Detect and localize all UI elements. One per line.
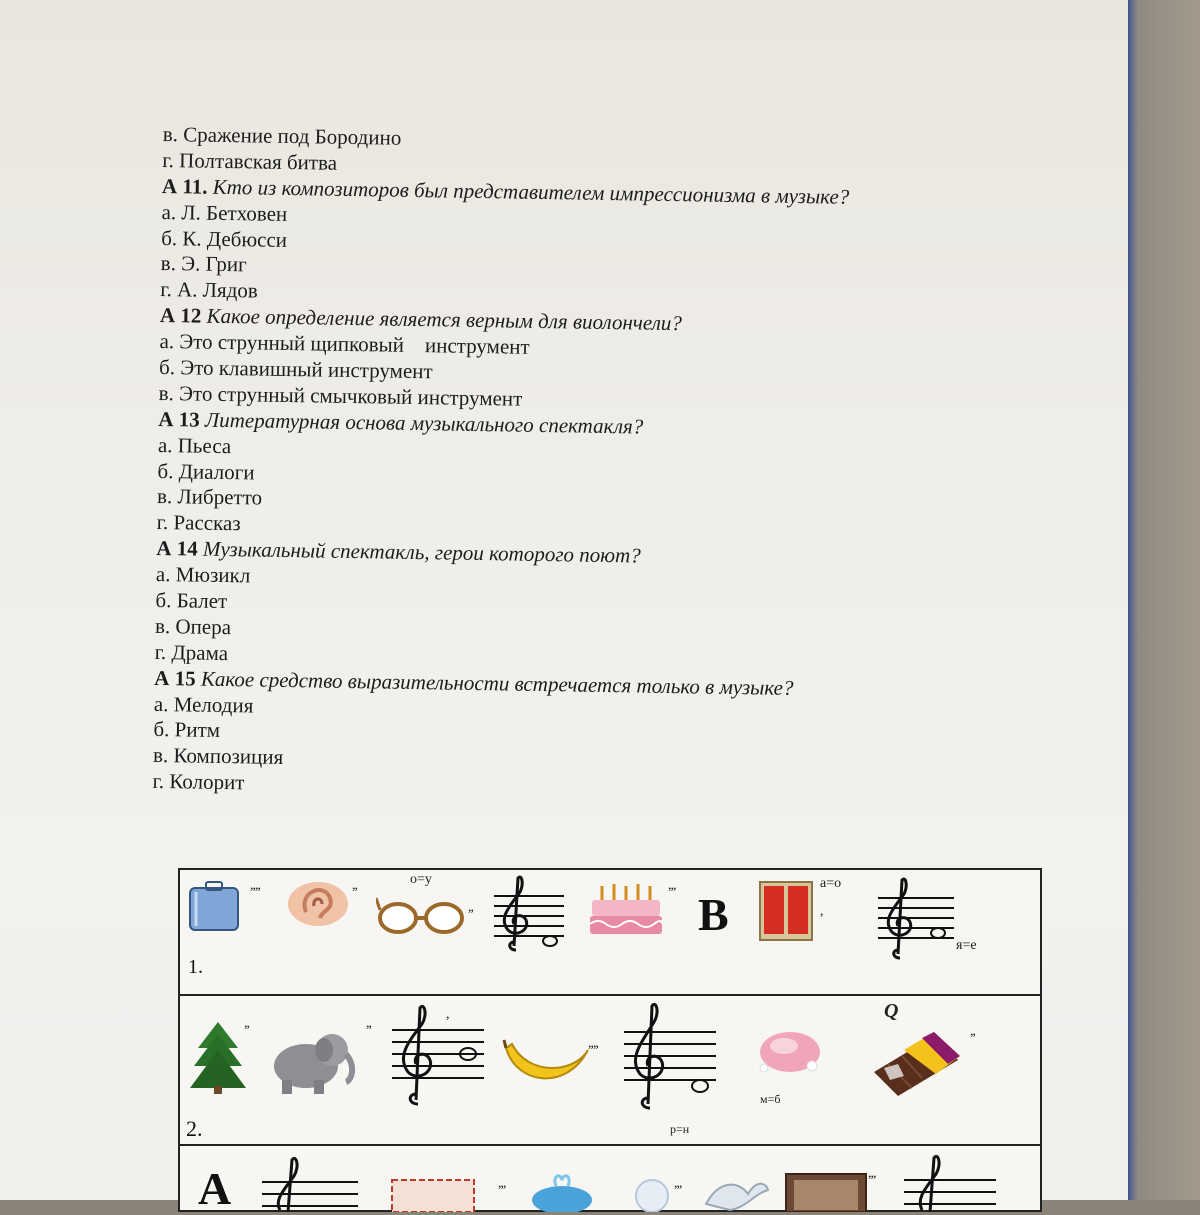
option-letter: в. (156, 484, 178, 509)
option-letter: а. (159, 329, 180, 354)
option-text: Композиция (173, 743, 284, 770)
bird-icon (700, 1168, 772, 1212)
ear-icon (284, 878, 350, 930)
row-number: 1. (188, 956, 203, 978)
question-text: Какое средство выразительности встречается только в музыке? (195, 666, 794, 700)
option-letter: а. (153, 691, 174, 716)
soap-icon (756, 1026, 824, 1078)
elephant-icon (266, 1026, 362, 1098)
fir-tree-icon (188, 1020, 248, 1096)
option-text: Диалоги (178, 458, 255, 485)
marks: ,,, (868, 1166, 876, 1181)
treble-clef-staff-icon (258, 1152, 362, 1212)
snowball-icon (632, 1172, 672, 1212)
option-text: Драма (171, 640, 229, 665)
picture-icon (784, 1170, 868, 1212)
option-letter: б. (160, 225, 183, 250)
glasses-icon (376, 892, 468, 940)
option-text: Колорит (169, 769, 245, 795)
marks: , (820, 904, 823, 919)
option-letter: б. (155, 587, 177, 613)
question-text: Литературная основа музыкального спектакля? (199, 407, 644, 439)
cabinet-rule: а=о (820, 876, 842, 891)
rebus-table (178, 868, 1042, 1212)
question-number: А 14 (156, 536, 198, 561)
option-letter: г. (160, 277, 178, 302)
marks: ,,,, (250, 878, 260, 893)
marks: ,, (366, 1016, 371, 1031)
banana-icon (502, 1034, 592, 1092)
marks: ,, (970, 1024, 975, 1039)
option-text: Мелодия (173, 691, 254, 718)
question-text: Какое определение является верным для виолончели? (201, 303, 683, 336)
question-number: А 11. (161, 173, 208, 199)
treble-clef-staff-icon (620, 998, 720, 1118)
chocolate-letter: Q (884, 1000, 899, 1022)
question-number: А 12 (159, 303, 202, 328)
treble-clef-staff-icon (900, 1150, 1000, 1212)
option-text: Л. Бетховен (181, 199, 288, 226)
option-letter: а. (157, 432, 178, 457)
marks: ,,,, (588, 1036, 598, 1051)
option-text: Пьеса (177, 432, 232, 458)
option-text: Это клавишный инструмент (180, 355, 433, 384)
chocolate-icon (864, 1016, 968, 1096)
option-letter: в. (152, 743, 174, 768)
question-text: Музыкальный спектакль, герои которого поют? (197, 536, 641, 568)
cabinet-icon (758, 880, 814, 942)
staff-rule: я=е (956, 938, 977, 953)
treble-clef-staff-icon (388, 1000, 488, 1112)
svg-text:,: , (446, 1007, 450, 1022)
option-text: Либретто (177, 484, 263, 511)
option-text: Мюзикл (175, 562, 251, 588)
option-letter: г. (152, 769, 170, 794)
option-text: Опера (175, 614, 232, 640)
option-letter: в. (160, 251, 182, 276)
treble-clef-staff-icon (874, 874, 958, 966)
question-text: Кто из композиторов был представителем импрессионизма в музыке? (207, 174, 850, 209)
suitcase-icon (186, 878, 242, 934)
option-text: А. Лядов (176, 277, 258, 303)
option-letter: а. (155, 562, 176, 587)
option-text: Это струнный смычковый инструмент (178, 381, 523, 411)
option-text: Это струнный щипковый инструмент (179, 329, 530, 359)
desk-edge (1128, 0, 1200, 1200)
option-letter: б. (153, 717, 175, 742)
option-text: Ритм (174, 717, 221, 743)
marks: ,, (468, 900, 473, 915)
envelope-icon (390, 1176, 476, 1212)
option-text: Балет (176, 588, 228, 614)
marks: ,,, (674, 1176, 682, 1191)
option-text: Э. Григ (181, 251, 247, 277)
option-letter: в. (158, 380, 180, 406)
option-text: Рассказ (173, 510, 241, 536)
option-letter: б. (157, 458, 179, 483)
cake-icon (586, 880, 666, 940)
row-number: 2. (186, 1116, 203, 1141)
marks: ,,, (668, 878, 676, 893)
option-letter: г. (154, 639, 172, 665)
option-letter: г. (156, 510, 174, 535)
option-text: Сражение под Бородино (183, 122, 402, 150)
rebus-letter: А (198, 1163, 232, 1214)
rebus-letter: В (698, 889, 729, 940)
question-number: А 15 (154, 665, 196, 691)
glasses-rule: о=у (410, 872, 432, 887)
option-letter: г. (162, 147, 180, 173)
question-number: А 13 (158, 406, 200, 432)
option-letter: а. (161, 199, 182, 224)
option-text: К. Дебюсси (182, 225, 288, 252)
rebus-row-2 (180, 996, 1040, 1146)
quiz-text (152, 122, 962, 808)
whale-icon (526, 1166, 600, 1212)
option-letter: в. (154, 613, 176, 639)
rebus-row-1 (180, 870, 1040, 996)
rebus-row-3 (180, 1146, 1040, 1214)
option-letter: б. (158, 354, 181, 380)
treble-clef-staff-icon (490, 872, 566, 958)
staff-rule: р=н (670, 1122, 690, 1136)
soap-rule: м=б (760, 1092, 781, 1106)
marks: ,, (352, 878, 357, 893)
option-text: Полтавская битва (178, 148, 338, 175)
marks: ,,, (498, 1176, 506, 1191)
option-letter: в. (162, 122, 184, 147)
marks: ,, (244, 1016, 249, 1031)
